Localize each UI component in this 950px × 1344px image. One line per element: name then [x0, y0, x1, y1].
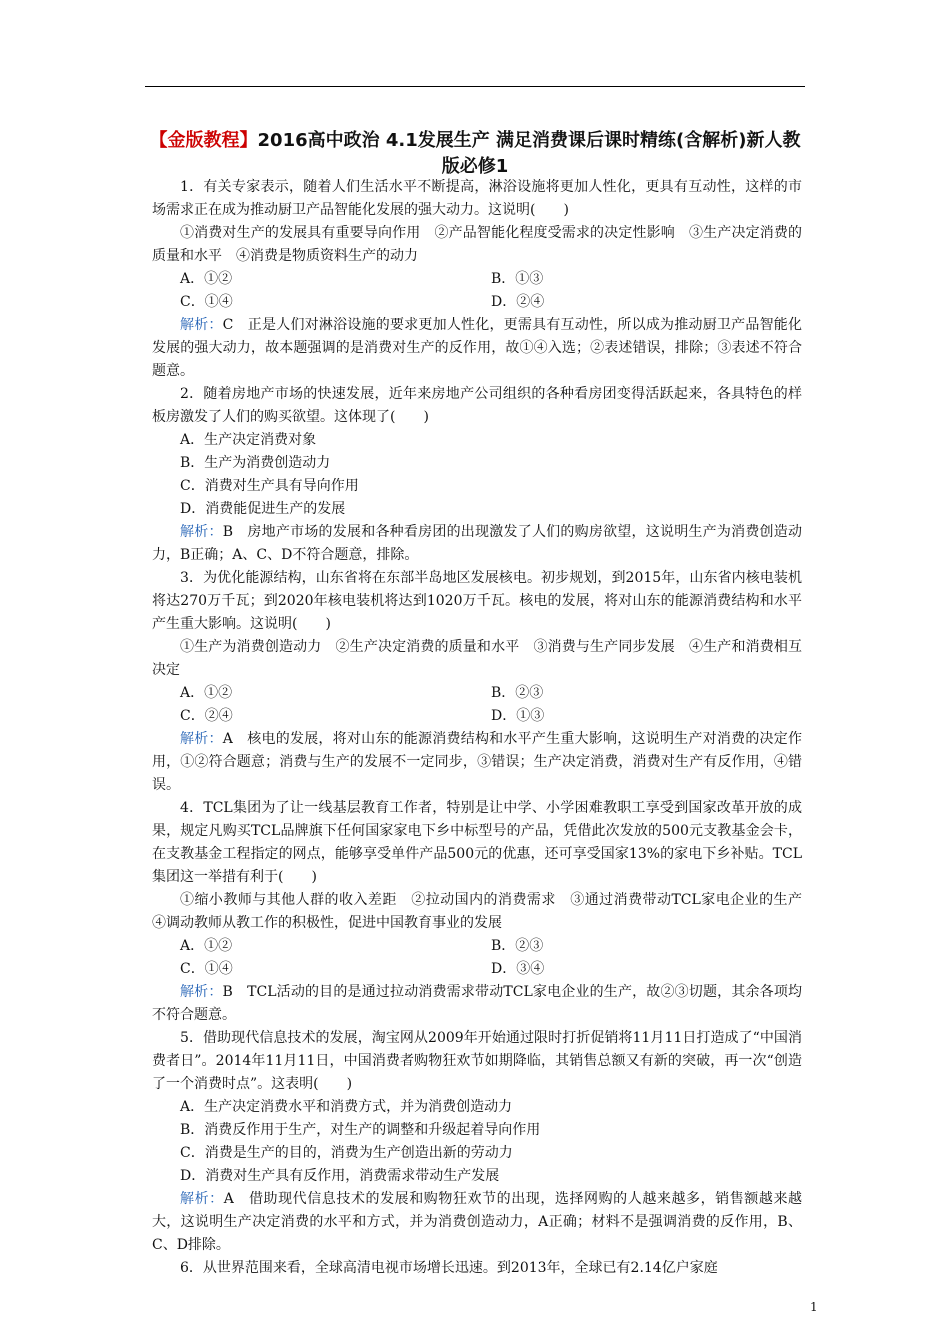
question-stem: 2．随着房地产市场的快速发展，近年来房地产公司组织的各种看房团变得活跃起来，各具特色的样板房激发了人们的购买欲望。这体现了( ) [152, 386, 802, 425]
answer-explanation [152, 981, 802, 1027]
answer-label: 解析： [180, 524, 223, 540]
option: B．消费反作用于生产，对生产的调整和升级起着导向作用 [180, 1122, 541, 1138]
option: A．生产决定消费水平和消费方式，并为消费创造动力 [180, 1099, 513, 1115]
option: D．消费能促进生产的发展 [180, 501, 346, 517]
option: B．生产为消费创造动力 [180, 455, 331, 471]
answer-label: 解析： [180, 984, 223, 1000]
option-row [152, 268, 802, 291]
question-stem: 3．为优化能源结构，山东省将在东部半岛地区发展核电。初步规划，到2015年，山东省内核电装机将达270万千瓦；到2020年核电装机将达到1020万千瓦。核电的发展，将对山东的能源消费结构和水平产生重大影响。这说明( ) [152, 570, 802, 632]
option-row [152, 705, 802, 728]
page-number: 1 [810, 1300, 818, 1314]
answer-explanation [152, 728, 802, 797]
answer-explanation [152, 1188, 802, 1257]
option-row [152, 958, 802, 981]
option: A．①② [180, 271, 233, 287]
option-row [152, 682, 802, 705]
option: C．①④ [180, 961, 233, 977]
option: D．③④ [491, 961, 545, 977]
answer-label: 解析： [180, 1191, 224, 1207]
option: B．②③ [491, 938, 544, 954]
title-text: 2016高中政治 4.1发展生产 满足消费课后课时精练(含解析)新人教版必修1 [257, 130, 801, 177]
option: C．消费是生产的目的，消费为生产创造出新的劳动力 [180, 1145, 513, 1161]
question-stem: 6．从世界范围来看，全球高清电视市场增长迅速。到2013年，全球已有2.14亿户家庭 [180, 1260, 718, 1276]
answer-label: 解析： [180, 731, 223, 747]
page-title [145, 128, 805, 180]
option: B．②③ [491, 685, 544, 701]
option-row [152, 935, 802, 958]
answer-text: A 借助现代信息技术的发展和购物狂欢节的出现，选择网购的人越来越多，销售额越来越大，这说明生产决定消费的水平和方式，并为消费创造动力，A正确；材料不是强调消费的反作用，B、C、D排除。 [152, 1191, 803, 1253]
answer-explanation [152, 314, 802, 383]
question-stem: 5．借助现代信息技术的发展，淘宝网从2009年开始通过限时打折促销将11月11日打造成了“中国消费者日”。2014年11月11日，中国消费者购物狂欢节如期降临，其销售总额又有新的突破，再一次“创造了一个消费时点”。这表明( ) [152, 1030, 802, 1092]
answer-explanation [152, 521, 802, 567]
option: D．消费对生产具有反作用，消费需求带动生产发展 [180, 1168, 500, 1184]
option: C．②④ [180, 708, 233, 724]
option: A．生产决定消费对象 [180, 432, 317, 448]
question-statements: ①消费对生产的发展具有重要导向作用 ②产品智能化程度受需求的决定性影响 ③生产决定消费的质量和水平 ④消费是物质资料生产的动力 [152, 225, 802, 264]
question-stem: 4．TCL集团为了让一线基层教育工作者，特别是让中学、小学困难教职工享受到国家改革开放的成果，规定凡购买TCL品牌旗下任何国家家电下乡中标型号的产品，凭借此次发放的500元支教基金会卡，在支教基金工程指定的网点，能够享受单件产品500元的优惠，还可享受国家13%的家电下乡补贴。TCL集团这一举措有利于( ) [152, 800, 802, 885]
document-body [152, 176, 816, 1280]
question-statements: ①缩小教师与其他人群的收入差距 ②拉动国内的消费需求 ③通过消费带动TCL家电企业的生产 ④调动教师从教工作的积极性，促进中国教育事业的发展 [152, 892, 816, 931]
answer-label: 解析： [180, 317, 223, 333]
option: A．①② [180, 938, 233, 954]
option: B．①③ [491, 271, 544, 287]
option: C．消费对生产具有导向作用 [180, 478, 359, 494]
answer-text: A 核电的发展，将对山东的能源消费结构和水平产生重大影响，这说明生产对消费的决定作用，①②符合题意；消费与生产的发展不一定同步，③错误；生产决定消费，消费对生产有反作用，④错误。 [152, 731, 803, 793]
answer-text: B TCL活动的目的是通过拉动消费需求带动TCL家电企业的生产，故②③切题，其余各项均不符合题意。 [152, 984, 802, 1023]
top-rule [145, 86, 805, 87]
option: C．①④ [180, 294, 233, 310]
answer-text: C 正是人们对淋浴设施的要求更加人性化，更需具有互动性，所以成为推动厨卫产品智能化发展的强大动力，故本题强调的是消费对生产的反作用，故①④入选；②表述错误，排除；③表述不符合题意。 [152, 317, 802, 379]
question-stem: 1．有关专家表示，随着人们生活水平不断提高，淋浴设施将更加人性化，更具有互动性，这样的市场需求正在成为推动厨卫产品智能化发展的强大动力。这说明( ) [152, 179, 802, 218]
title-bracket: 【金版教程】 [149, 130, 258, 151]
answer-text: B 房地产市场的发展和各种看房团的出现激发了人们的购房欲望，这说明生产为消费创造动力，B正确；A、C、D不符合题意，排除。 [152, 524, 802, 563]
question-statements: ①生产为消费创造动力 ②生产决定消费的质量和水平 ③消费与生产同步发展 ④生产和消费相互决定 [152, 639, 802, 678]
option: A．①② [180, 685, 233, 701]
option: D．②④ [491, 294, 545, 310]
option: D．①③ [491, 708, 545, 724]
option-row [152, 291, 802, 314]
